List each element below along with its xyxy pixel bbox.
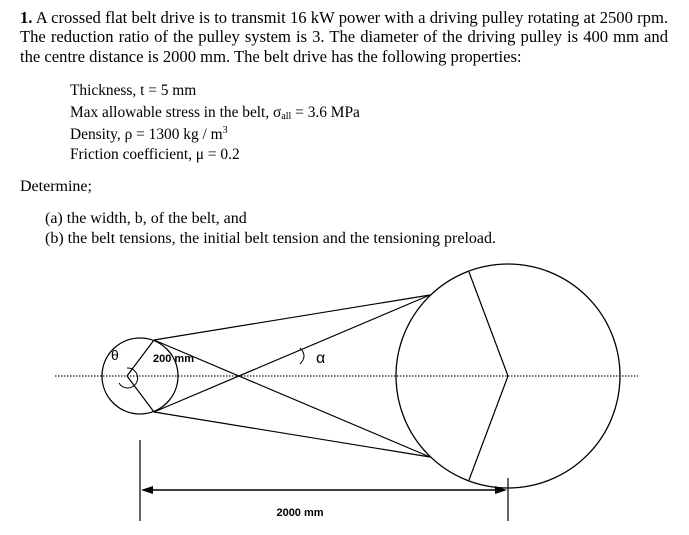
stress-text: Max allowable stress in the belt, σ <box>70 104 282 121</box>
small-pulley-radius-2 <box>127 376 154 412</box>
problem-text: A crossed flat belt drive is to transmit 16 kW power with a driving pulley rotating at 2500 rpm. The reduction ratio of the pulley system is 3. The diameter of the driving pulley is 400 mm and the centre distance is 2000 mm. The belt drive has the following properties: <box>20 8 668 66</box>
alpha-label: α <box>316 350 326 367</box>
density-text: Density, ρ = 1300 kg / m <box>70 126 223 143</box>
theta-label: θ <box>111 347 119 363</box>
belt-crossed-run-2 <box>154 295 430 412</box>
stress-subscript: all <box>281 111 292 122</box>
small-pulley-radius-1 <box>127 340 154 376</box>
belt-run-upper <box>154 295 430 340</box>
stress-value: = 3.6 MPa <box>291 104 360 121</box>
part-a: (a) the width, b, of the belt, and <box>45 210 247 227</box>
problem-number: 1. <box>20 8 33 27</box>
large-pulley-radius-2 <box>469 376 508 480</box>
small-radius-label: 200 mm <box>153 353 194 365</box>
large-pulley-radius-1 <box>469 272 508 376</box>
centre-distance-label: 2000 mm <box>276 507 324 519</box>
part-b: (b) the belt tensions, the initial belt tension and the tensioning preload. <box>45 230 497 247</box>
property-friction: Friction coefficient, μ = 0.2 <box>70 146 240 163</box>
belt-run-lower <box>154 412 430 457</box>
density-superscript: 3 <box>222 125 228 136</box>
property-thickness: Thickness, t = 5 mm <box>70 82 197 99</box>
determine-heading: Determine; <box>20 178 92 195</box>
belt-crossed-run-1 <box>154 340 430 457</box>
dimension-arrow-left <box>141 486 153 494</box>
